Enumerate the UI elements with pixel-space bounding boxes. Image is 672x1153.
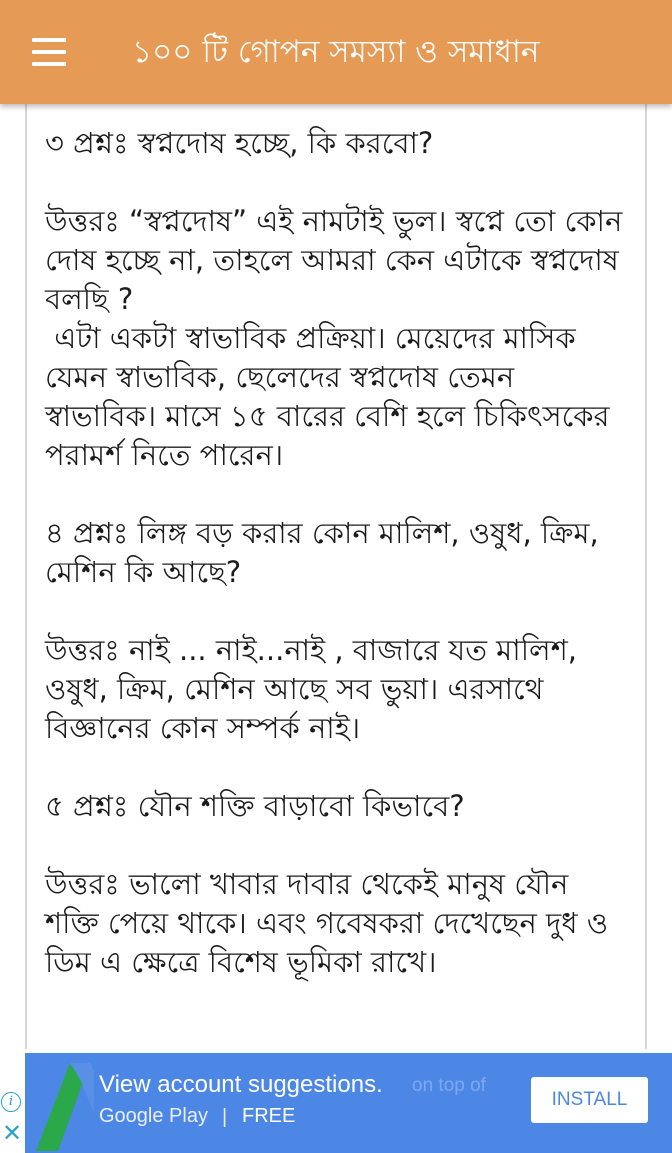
ad-separator: | [222, 1106, 228, 1128]
article-content-area[interactable] [25, 104, 647, 1049]
install-button[interactable]: INSTALL [531, 1077, 648, 1123]
ad-headline[interactable]: View account suggestions. [99, 1071, 383, 1098]
menu-line [32, 62, 66, 66]
info-icon[interactable]: i [1, 1092, 21, 1112]
question-3: ৩ প্রশ্নঃ স্বপ্নদোষ হচ্ছে, কি করবো? [45, 126, 434, 160]
menu-line [32, 50, 66, 54]
answer-5: উত্তরঃ ভালো খাবার দাবার থেকেই মানুষ যৌন শক্তি পেয়ে থাকে। এবং গবেষকরা দেখেছেন দুধ ও ডিম এ ক্ষেত্রে বিশেষ ভূমিকা রাখে। [45, 867, 618, 979]
ad-price: FREE [242, 1105, 296, 1127]
hamburger-menu-icon[interactable] [24, 32, 72, 72]
google-ads-logo-icon [34, 1053, 94, 1153]
ad-ghost-text: on top of [412, 1075, 486, 1096]
answer-4: উত্তরঃ নাই ... নাই...নাই , বাজারে যত মালিশ, ওষুধ, ক্রিম, মেশিন আছে সব ভুয়া। এরসাথে বিজ্ঞানের কোন সম্পর্ক নাই। [45, 633, 587, 745]
app-bar [0, 0, 672, 104]
ad-banner[interactable] [0, 1053, 672, 1153]
question-5: ৫ প্রশ্নঃ যৌন শক্তি বাড়াবো কিভাবে? [45, 789, 465, 823]
app-title: ১০০ টি গোপন সমস্যা ও সমাধান [132, 34, 540, 70]
ad-choices [0, 1091, 22, 1153]
question-4: ৪ প্রশ্নঃ লিঙ্গ বড় করার কোন মালিশ, ওষুধ, ক্রিম, মেশিন কি আছে? [45, 516, 608, 589]
ad-store-name: Google Play [99, 1105, 208, 1127]
answer-3: উত্তরঃ “স্বপ্নদোষ” এই নামটাই ভুল। স্বপ্নে তো কোন দোষ হচ্ছে না, তাহলে আমরা কেন এটাকে স্বপ্নদোষ বলছি ? এটা একটা স্বাভাবিক প্রক্রিয়া। মেয়েদের মাসিক যেমন স্বাভাবিক, ছেলেদের স্বপ্নদোষ তেমন স্বাভাবিক। মাসে ১৫ বারের বেশি হলে চিকিৎসকের পরামর্শ নিতে পারেন। [45, 204, 623, 472]
article-content [27, 104, 645, 982]
menu-line [32, 38, 66, 42]
close-icon[interactable]: ✕ [2, 1119, 23, 1147]
